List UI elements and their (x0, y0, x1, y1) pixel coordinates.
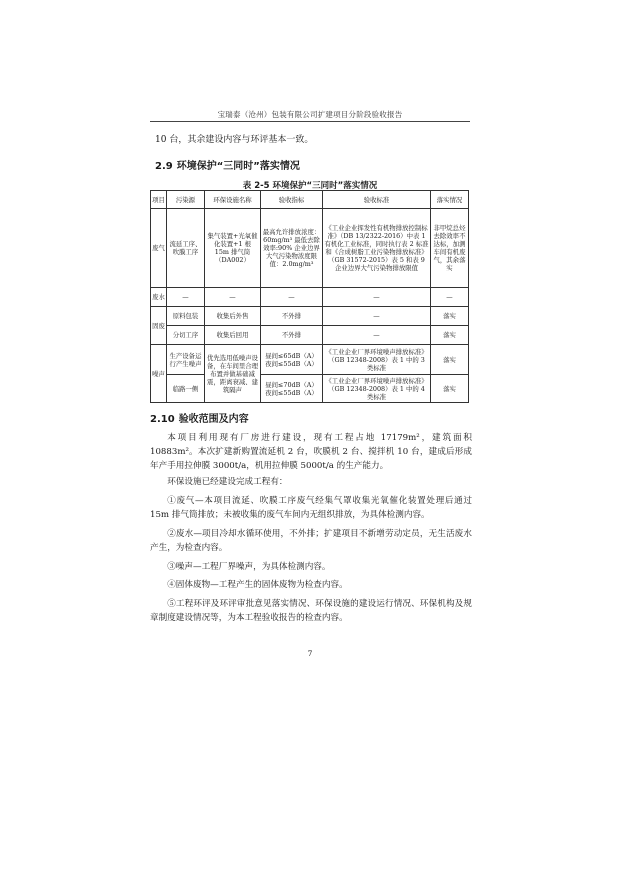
section-2-9-heading (155, 157, 300, 172)
indicator-cell: 不外排 (261, 326, 323, 345)
header-rule (150, 121, 470, 122)
three-simultaneous-table (150, 190, 469, 403)
intro-line: 10 台，其余建设内容与环评基本一致。 (155, 135, 314, 145)
category-cell: 噪声 (151, 345, 167, 403)
table-row-waste-gas (151, 209, 469, 288)
table-row-noise-2 (151, 375, 469, 403)
facility-cell: 优先选用低噪声设备，在车间里合理布置并做基础减震，距离衰减、建筑隔声 (205, 345, 261, 403)
source-cell: 流延工序、吹膜工序 (167, 209, 205, 288)
standard-cell: — (323, 288, 431, 307)
table-row-noise-1 (151, 345, 469, 375)
indicator-cell: 最高允许排放浓度：60mg/m³ 最低去除效率:90% 企业边界大气污染物浓度限值：2.0mg/m³ (261, 209, 323, 288)
paragraph-waste-gas: ①废气—本项目流延、吹膜工序废气经集气罩收集光氧催化装置处理后通过 15m 排气筒排放；未被收集的废气车间内无组织排放，为具体检测内容。 (150, 496, 472, 520)
status-cell: 落实 (431, 326, 469, 345)
section-2-10-number: 2.10 (150, 414, 175, 425)
source-cell: 分切工序 (167, 326, 205, 345)
section-2-9-number: 2.9 (155, 161, 173, 172)
source-cell: 临路一侧 (167, 375, 205, 403)
paragraph-noise: ③噪声—工程厂界噪声，为具体检测内容。 (167, 562, 331, 572)
paragraph-solid-waste: ④固体废物—工程产生的固体废物为检查内容。 (167, 580, 348, 590)
paragraph-eia: ⑤工程环评及环评审批意见落实情况、环保设施的建设运行情况、环保机构及规章制度建设情况等，为本工程验收报告的检查内容。 (150, 599, 472, 623)
indicator-cell: — (261, 288, 323, 307)
status-cell: 落实 (431, 307, 469, 326)
section-2-9-title: 环境保护“三同时”落实情况 (176, 161, 300, 172)
header-cell: 验收指标 (261, 191, 323, 209)
paragraph-waste-water: ②废水—项目冷却水循环使用，不外排；扩建项目不新增劳动定员，无生活废水产生，为检查内容。 (150, 529, 472, 553)
status-cell: 落实 (431, 375, 469, 403)
standard-cell: 《工业企业厂界环境噪声排放标准》（GB 12348-2008）表 1 中的 4 类标准 (323, 375, 431, 403)
header-cell: 项目 (151, 191, 167, 209)
source-cell: 生产设备运行产生噪声 (167, 345, 205, 375)
facility-cell: 集气装置+光氧催化装置+1 根 15m 排气筒（DA002） (205, 209, 261, 288)
header-cell: 环保设施名称 (205, 191, 261, 209)
category-cell: 废水 (151, 288, 167, 307)
section-2-10-heading (150, 410, 249, 425)
page-number: 7 (307, 649, 313, 658)
source-cell: 原料包装 (167, 307, 205, 326)
header-cell: 落实情况 (431, 191, 469, 209)
table-caption: 表 2-5 环境保护“三同时”落实情况 (242, 181, 378, 191)
indicator-cell: 不外排 (261, 307, 323, 326)
standard-cell: 《工业企业挥发性有机物排放控制标准》（DB 13/2322-2016）中表 1 有机化工业标准，同时执行表 2 标准和《合成树脂工业污染物排放标准》（GB 31572-2015）表 5 和表 9 企业边界大气污染物排放限值 (323, 209, 431, 288)
status-cell: 落实 (431, 345, 469, 375)
facility-cell: 收集后回用 (205, 326, 261, 345)
section-2-10-title: 验收范围及内容 (178, 414, 249, 425)
table-row-solid-waste-2 (151, 326, 469, 345)
indicator-cell: 昼间≤70dB（A） 夜间≤55dB（A） (261, 375, 323, 403)
header-cell: 验收标准 (323, 191, 431, 209)
standard-cell: — (323, 326, 431, 345)
table-row-solid-waste-1 (151, 307, 469, 326)
indicator-cell: 昼间≤65dB（A） 夜间≤55dB（A） (261, 345, 323, 375)
header-cell: 污染源 (167, 191, 205, 209)
category-cell: 废气 (151, 209, 167, 288)
paragraph-completed: 环保设施已经建设完成工程有： (167, 477, 288, 487)
facility-cell: 收集后外售 (205, 307, 261, 326)
standard-cell: — (323, 307, 431, 326)
paragraph-scope: 本项目利用现有厂房进行建设，现有工程占地 17179m²，建筑面积 10883m²。本次扩建新购置流延机 2 台，吹膜机 2 台、搅拌机 10 台，建成后形成年产手用拉伸膜 3000t/a，机用拉伸膜 5000t/a 的生产能力。 (150, 433, 472, 471)
source-cell: — (167, 288, 205, 307)
table-row-waste-water (151, 288, 469, 307)
facility-cell: — (205, 288, 261, 307)
standard-cell: 《工业企业厂界环境噪声排放标准》（GB 12348-2008）表 1 中的 3 类标准 (323, 345, 431, 375)
status-cell: — (431, 288, 469, 307)
category-cell: 固废 (151, 307, 167, 345)
table-header-row (151, 191, 469, 209)
status-cell: 非甲烷总烃去除效率不达标，加测车间有机废气，其余落实 (431, 209, 469, 288)
page-header: 宝瑞泰（沧州）包装有限公司扩建项目分阶段验收报告 (217, 110, 403, 119)
